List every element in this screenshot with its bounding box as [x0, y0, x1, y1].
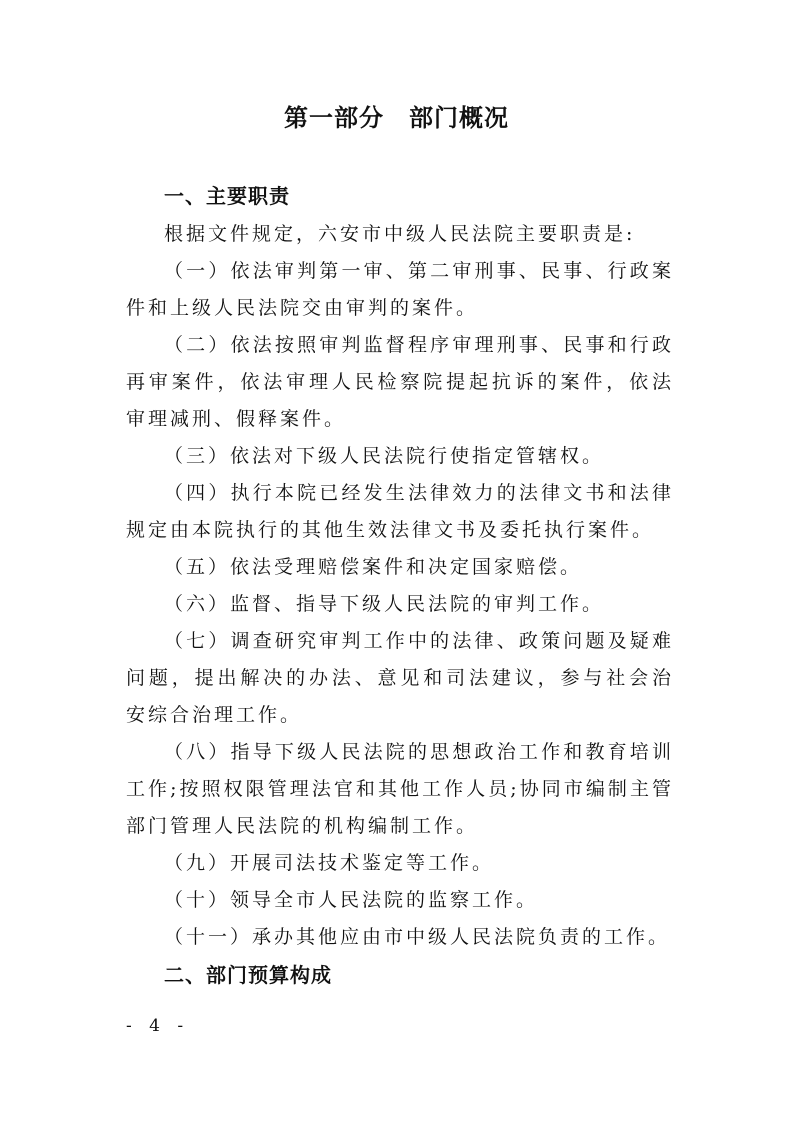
- duty-item-3: （三）依法对下级人民法院行使指定管辖权。: [164, 445, 605, 467]
- duty-item-2: （二）依法按照审判监督程序审理刑事、民事和行政再审案件，依法审理人民检察院提起抗诉的案件，依法审理减刑、假释案件。: [126, 334, 674, 430]
- duty-item-9: （九）开展司法技术鉴定等工作。: [164, 852, 495, 874]
- duty-item-10: （十）领导全市人民法院的监察工作。: [164, 889, 539, 911]
- duty-item-11: （十一）承办其他应由市中级人民法院负责的工作。: [164, 926, 671, 948]
- intro-paragraph: 根据文件规定，六安市中级人民法院主要职责是:: [164, 223, 636, 245]
- page-number: - 4 -: [126, 1016, 190, 1036]
- duty-item-7: （七）调查研究审判工作中的法律、政策问题及疑难问题，提出解决的办法、意见和司法建议，参与社会治安综合治理工作。: [126, 630, 674, 726]
- duty-item-4: （四）执行本院已经发生法律效力的法律文书和法律规定由本院执行的其他生效法律文书及委托执行案件。: [126, 482, 674, 541]
- duty-item-6: （六）监督、指导下级人民法院的审判工作。: [164, 593, 605, 615]
- duty-item-1: （一）依法审判第一审、第二审刑事、民事、行政案件和上级人民法院交由审判的案件。: [126, 260, 674, 319]
- section-heading-budget-structure: 二、部门预算构成: [164, 963, 332, 987]
- document-body: [126, 178, 674, 994]
- page-title: 第一部分 部门概况: [284, 104, 509, 132]
- duty-item-8: （八）指导下级人民法院的思想政治工作和教育培训工作;按照权限管理法官和其他工作人员;协同市编制主管部门管理人民法院的机构编制工作。: [126, 741, 674, 837]
- section-heading-main-duties: 一、主要职责: [164, 184, 290, 208]
- duty-item-5: （五）依法受理赔偿案件和决定国家赔偿。: [164, 556, 583, 578]
